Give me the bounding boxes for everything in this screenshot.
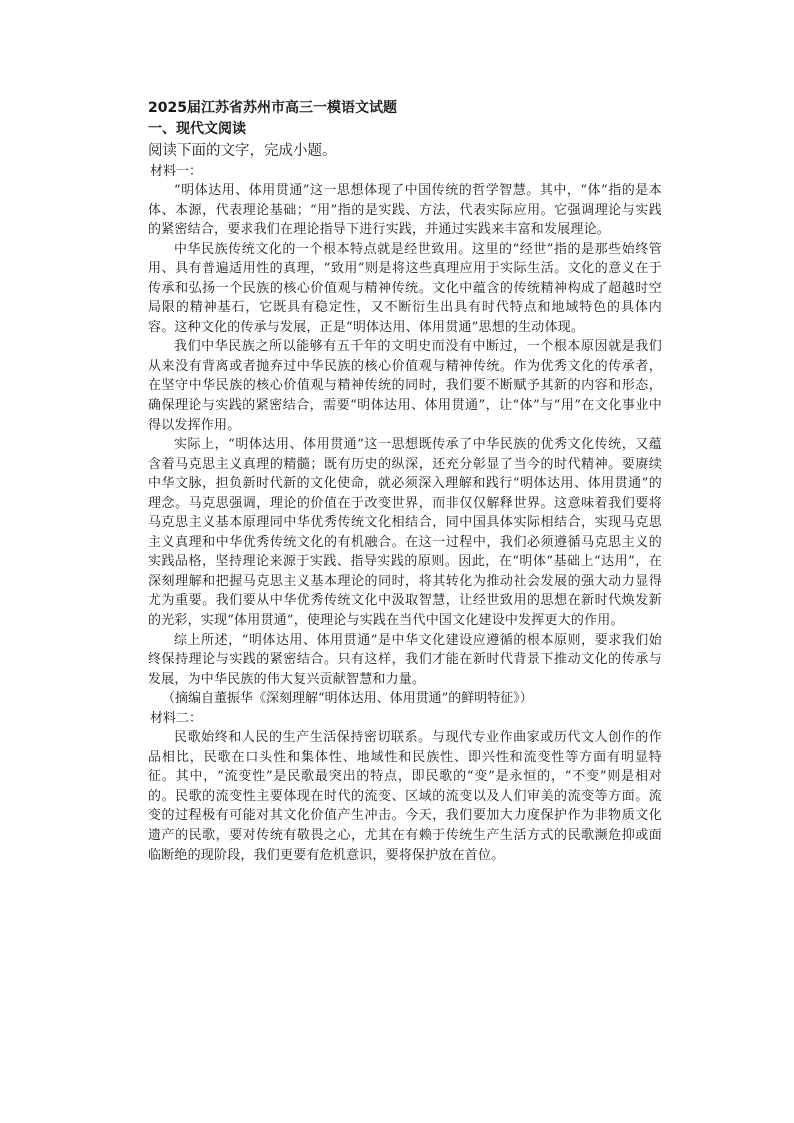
reading-instruction: 阅读下面的文字，完成小题。 [148, 143, 337, 159]
material-one-paragraph: 我们中华民族之所以能够有五千年的文明史而没有中断过，一个根本原因就是我们从来没有背离或者抛弃过中华民族的核心价值观与精神传统。作为优秀文化的传承者，在坚守中华民族的核心价值观与精神传统的同时，我们要不断赋予其新的内容和形态，确保理论与实践的紧密结合，需要“明体达用、体用贯通”，让“体”与“用”在文化事业中得以发挥作用。 [148, 339, 662, 433]
material-one-paragraph: “明体达用、体用贯通”这一思想体现了中国传统的哲学智慧。其中，“体”指的是本体、本源，代表理论基础；“用”指的是实践、方法，代表实际应用。它强调理论与实践的紧密结合，要求我们在理论指导下进行实践，并通过实践来丰富和发展理论。 [148, 183, 662, 238]
material-one-source: （摘编自董振华《深刻理解“明体达用、体用贯通”的鲜明特征》） [162, 691, 533, 707]
material-two-paragraph: 民歌始终和人民的生产生活保持密切联系。与现代专业作曲家或历代文人创作的作品相比，民歌在口头性和集体性、地域性和民族性、即兴性和流变性等方面有明显特征。其中，“流变性”是民歌最突出的特点，即民歌的“变”是永恒的，“不变”则是相对的。民歌的流变性主要体现在时代的流变、区域的流变以及人们审美的流变等方面。流变的过程极有可能对其文化价值产生冲击。今天，我们要加大力度保护作为非物质文化遗产的民歌，要对传统有敬畏之心，尤其在有赖于传统生产生活方式的民歌濒危抑或面临断绝的现阶段，我们更要有危机意识，要将保护放在首位。 [148, 730, 662, 863]
material-one-paragraph: 实际上，“明体达用、体用贯通”这一思想既传承了中华民族的优秀文化传统，又蕴含着马克思主义真理的精髓；既有历史的纵深，还充分彰显了当今的时代精神。要赓续中华文脉，担负新时代新的文化使命，就必须深入理解和践行“明体达用、体用贯通”的理念。马克思强调，理论的价值在于改变世界，而非仅仅解释世界。这意味着我们要将马克思主义基本原理同中华优秀传统文化相结合，同中国具体实际相结合，实现马克思主义真理和中华优秀传统文化的有机融合。在这一过程中，我们必须遵循马克思主义的实践品格，坚持理论来源于实践、指导实践的原则。因此，在“明体”基础上“达用”，在深刻理解和把握马克思主义基本理论的同时，将其转化为推动社会发展的强大动力显得尤为重要。我们要从中华优秀传统文化中汲取智慧，让经世致用的思想在新时代焕发新的光彩，实现“体用贯通”，使理论与实践在当代中国文化建设中发挥更大的作用。 [148, 437, 662, 629]
document-title: 2025届江苏省苏州市高三一模语文试题 [148, 100, 397, 116]
material-one-paragraph: 综上所述，“明体达用、体用贯通”是中华文化建设应遵循的根本原则，要求我们始终保持理论与实践的紧密结合。只有这样，我们才能在新时代背景下推动文化的传承与发展，为中华民族的伟大复兴贡献智慧和力量。 [148, 632, 662, 687]
document-page [148, 98, 662, 865]
section-heading: 一、现代文阅读 [148, 121, 246, 137]
material-two-label: 材料二： [150, 711, 203, 727]
material-one-paragraph: 中华民族传统文化的一个根本特点就是经世致用。这里的“经世”指的是那些始终管用、具有普遍适用性的真理，“致用”则是将这些真理应用于实际生活。文化的意义在于传承和弘扬一个民族的核心价值观与精神传统。文化中蕴含的传统精神构成了超越时空局限的精神基石，它既具有稳定性，又不断衍生出具有时代特点和地域特色的具体内容。这种文化的传承与发展，正是“明体达用、体用贯通”思想的生动体现。 [148, 241, 662, 335]
material-one-label: 材料一： [150, 164, 203, 179]
